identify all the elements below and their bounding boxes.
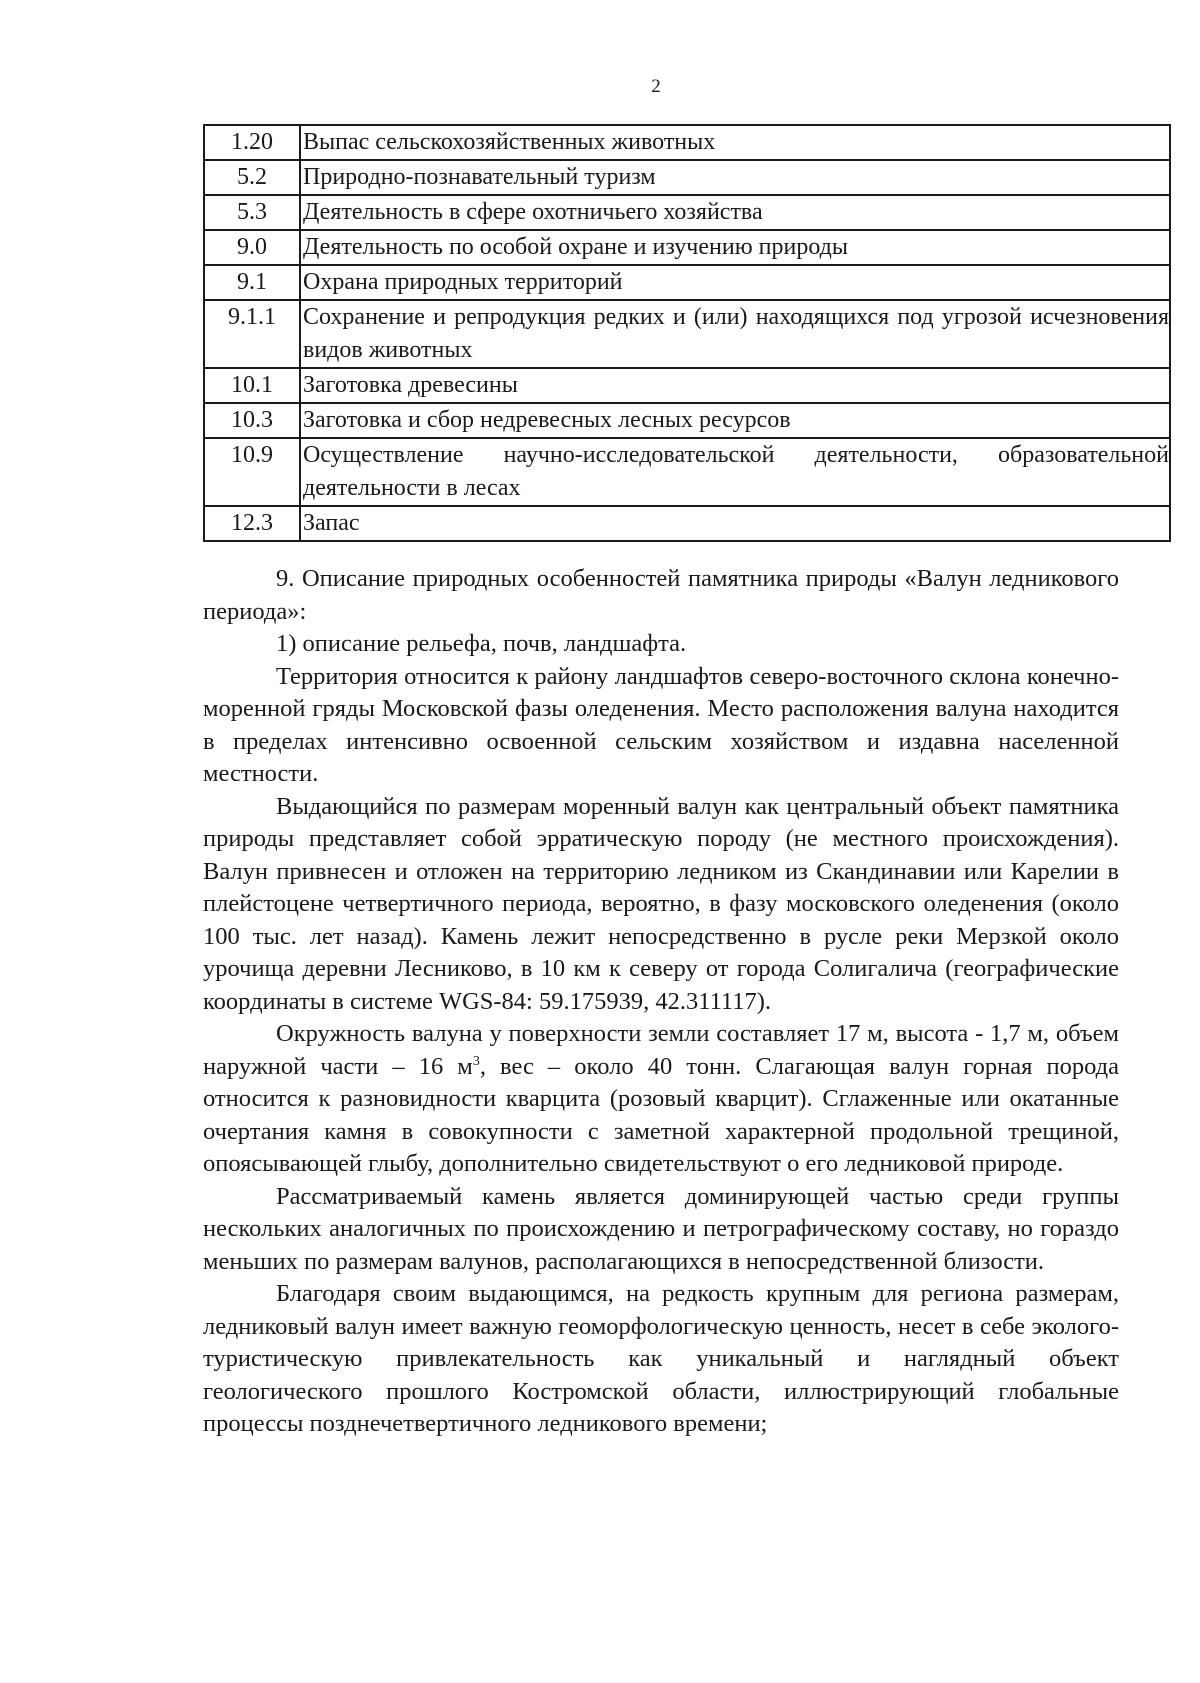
table-row — [204, 368, 1170, 403]
table-cell-description: Осуществление научно-исследовательской деятельности, образовательной деятельности в лесах — [300, 438, 1170, 506]
body-paragraph: Территория относится к району ландшафтов северо-восточного склона конечно-моренной гряды Московской фазы оледенения. Место расположения валуна находится в пределах интенсивно освоенной сельским хозяйством и издавна населенной местности. — [203, 662, 1119, 787]
boulder-dimensions-text: Окружность валуна у поверхности земли составляет 17 м, высота - 1,7 м, объем наружной части – 16 м — [203, 1020, 1119, 1080]
table-cell-description: Выпас сельскохозяйственных животных — [300, 125, 1170, 160]
document-body — [203, 563, 1119, 1441]
body-paragraph: Благодаря своим выдающимся, на редкость крупным для региона размерам, ледниковый валун имеет важную геоморфологическую ценность, несет в себе эколого-туристическую привлекательность как уникальный и наглядный объект геологического прошлого Костромской области, иллюстрирующий глобальные процессы позднечетвертичного ледникового времени; — [203, 1280, 1119, 1437]
table-cell-description: Природно-познавательный туризм — [300, 160, 1170, 195]
table-cell-code: 5.3 — [204, 195, 300, 230]
table-cell-code: 10.3 — [204, 403, 300, 438]
body-paragraph: Выдающийся по размерам моренный валун как центральный объект памятника природы представляет собой эрратическую породу (не местного происхождения). Валун привнесен и отложен на территорию ледником из Скандинавии или Карелии в плейстоцене четвертичного периода, вероятно, в фазу московского оледенения (около 100 тыс. лет назад). Камень лежит непосредственно в русле реки Мерзкой около урочища деревни Лесниково, в 10 км к северу от города Солигалича (географические координаты в системе WGS-84: 59.175939, 42.311117). — [203, 792, 1119, 1015]
body-paragraph: Рассматриваемый камень является доминирующей частью среди группы нескольких аналогичных по происхождению и петрографическому составу, но гораздо меньших по размерам валунов, располагающихся в непосредственной близости. — [203, 1182, 1119, 1275]
table-cell-description: Сохранение и репродукция редких и (или) находящихся под угрозой исчезновения видов животных — [300, 300, 1170, 368]
table-cell-description: Заготовка древесины — [300, 368, 1170, 403]
table-row — [204, 506, 1170, 541]
table-row — [204, 230, 1170, 265]
table-row — [204, 195, 1170, 230]
table-row — [204, 403, 1170, 438]
table-cell-code: 10.9 — [204, 438, 300, 506]
table-cell-code: 9.0 — [204, 230, 300, 265]
table-cell-code: 12.3 — [204, 506, 300, 541]
subsection-item: 1) описание рельефа, почв, ландшафта. — [276, 630, 687, 657]
table-cell-code: 9.1.1 — [204, 300, 300, 368]
section-heading-paragraph: 9. Описание природных особенностей памятника природы «Валун ледникового периода»: — [203, 565, 1119, 625]
body-paragraph — [203, 1018, 1119, 1181]
table-cell-code: 1.20 — [204, 125, 300, 160]
table-cell-description: Деятельность в сфере охотничьего хозяйства — [300, 195, 1170, 230]
land-use-codes-table — [203, 124, 1171, 542]
cubic-superscript: 3 — [472, 1053, 480, 1069]
table-cell-description: Запас — [300, 506, 1170, 541]
table-cell-description: Охрана природных территорий — [300, 265, 1170, 300]
table-cell-description: Заготовка и сбор недревесных лесных ресурсов — [300, 403, 1170, 438]
boulder-composition-text: , вес – около 40 тонн. Слагающая валун горная порода относится к разновидности кварцита (розовый кварцит). Сглаженные или окатанные очертания камня в совокупности с заметной характерной продольной трещиной, опоясывающей глыбу, дополнительно свидетельствуют о его ледниковой природе. — [203, 1052, 1119, 1177]
table-row — [204, 300, 1170, 368]
table-cell-code: 5.2 — [204, 160, 300, 195]
table-row — [204, 125, 1170, 160]
page-number: 2 — [651, 76, 661, 97]
table-cell-code: 10.1 — [204, 368, 300, 403]
table-cell-code: 9.1 — [204, 265, 300, 300]
table-row — [204, 265, 1170, 300]
table-row — [204, 160, 1170, 195]
table-row — [204, 438, 1170, 506]
table-cell-description: Деятельность по особой охране и изучению природы — [300, 230, 1170, 265]
